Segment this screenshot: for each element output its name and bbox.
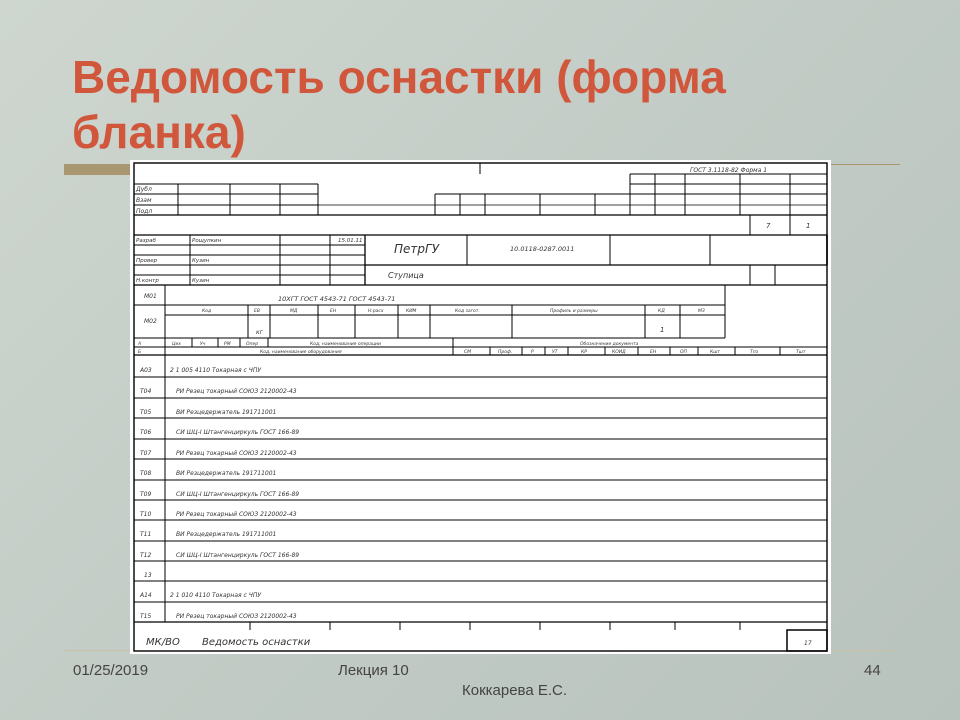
- staff-name: Кузин: [192, 278, 210, 284]
- m02-header: МД: [290, 309, 298, 314]
- staff-role: Разраб: [136, 238, 156, 244]
- row-text: СИ ШЦ-I Штангенциркуль ГОСТ 166-89: [176, 429, 300, 436]
- row-text: ВИ Резцедержатель 191711001: [176, 470, 277, 477]
- footer-author: Коккарева Е.С.: [462, 682, 568, 699]
- m02-header: Профиль и размеры: [550, 309, 598, 314]
- bottom-form-title: Ведомость оснастки: [202, 637, 311, 648]
- col-header-b: Код, наименование оборудования: [260, 350, 342, 355]
- m02-header: МЗ: [698, 309, 705, 314]
- footer-date: 01/25/2019: [73, 662, 149, 679]
- row-text: РИ Резец токарный СОЮЗ 2120002-43: [176, 511, 297, 518]
- row-number: А03: [140, 367, 152, 374]
- col-header-b: СМ: [464, 350, 472, 355]
- row-number: Т12: [140, 552, 152, 559]
- m02-header: ЕВ: [254, 309, 260, 314]
- m01-label: М01: [144, 293, 157, 300]
- row-text: ВИ Резцедержатель 191711001: [176, 531, 277, 538]
- title-accent-line: [826, 164, 900, 165]
- row-number: Т06: [140, 429, 152, 436]
- row-number: Т08: [140, 470, 152, 477]
- col-header-b: Тпз: [750, 350, 759, 355]
- col-header-b: КОИД: [612, 350, 626, 355]
- row-text: 2 1 005 4110 Токарная с ЧПУ: [170, 367, 262, 374]
- col-header-a: Код, наименование операции: [310, 342, 381, 347]
- col-header-b: УТ: [552, 350, 558, 355]
- row-number: 13: [144, 572, 152, 579]
- detail-name: Ступица: [388, 271, 424, 280]
- col-header-a: Цех: [172, 342, 181, 347]
- org-name: ПетрГУ: [394, 242, 440, 256]
- sign-row-label: Подл: [136, 208, 153, 215]
- staff-date: 15.01.11: [338, 238, 363, 244]
- col-header-a: Обозначение документа: [580, 342, 639, 347]
- col-header-a: А: [138, 342, 142, 347]
- row-number: Т10: [140, 511, 152, 518]
- sheet-count: 7: [766, 222, 771, 230]
- m02-header: Код: [202, 309, 212, 314]
- m02-header: ЕН: [330, 309, 337, 314]
- footer-page-number: 44: [864, 662, 881, 679]
- col-header-b: ЕН: [650, 350, 657, 355]
- form-drawing: [130, 160, 831, 654]
- slide-title: Ведомость оснастки (форма бланка): [72, 51, 726, 158]
- m02-header: Н.расх: [368, 309, 384, 314]
- col-header-b: Кшт: [710, 350, 720, 355]
- m01-material: 10ХГТ ГОСТ 4543-71 ГОСТ 4543-71: [278, 295, 396, 303]
- row-number: Т04: [140, 388, 152, 395]
- col-header-b: ОП: [680, 350, 687, 355]
- staff-role: Провер: [136, 258, 158, 264]
- row-text: СИ ШЦ-I Штангенциркуль ГОСТ 166-89: [176, 491, 300, 498]
- row-number: А14: [140, 592, 152, 599]
- m02-header: КИМ: [406, 309, 417, 314]
- row-text: РИ Резец токарный СОЮЗ 2120002-43: [176, 613, 297, 620]
- row-number: Т09: [140, 491, 152, 498]
- form-header-code: ГОСТ 3.1118-82 Форма 1: [690, 167, 768, 174]
- row-text: РИ Резец токарный СОЮЗ 2120002-43: [176, 450, 297, 457]
- col-header-a: Уч: [200, 342, 206, 347]
- tooling-form-image: [130, 160, 831, 654]
- row-text: ВИ Резцедержатель 191711001: [176, 409, 277, 416]
- m02-header: Код загот.: [455, 309, 480, 314]
- row-text: РИ Резец токарный СОЮЗ 2120002-43: [176, 388, 297, 395]
- row-text: 2 1 010 4110 Токарная с ЧПУ: [170, 592, 262, 599]
- m02-label: М02: [144, 318, 157, 325]
- staff-name: Кузин: [192, 258, 210, 264]
- row-number: Т05: [140, 409, 152, 416]
- row-number: Т15: [140, 613, 152, 620]
- m02-header: КД: [658, 309, 665, 314]
- col-header-b: КР: [581, 350, 587, 355]
- row-text: СИ ШЦ-I Штангенциркуль ГОСТ 166-89: [176, 552, 300, 559]
- m02-value: 1: [660, 326, 665, 334]
- staff-role: Н.контр: [136, 278, 159, 284]
- col-header-b: Проф.: [498, 350, 513, 355]
- row-number: Т11: [140, 531, 152, 538]
- sheet-number: 1: [806, 222, 811, 230]
- sign-row-label: Дубл: [136, 186, 152, 193]
- bottom-page-number: 17: [804, 640, 812, 647]
- m02-unit: кг: [256, 329, 263, 336]
- row-number: Т07: [140, 450, 152, 457]
- title-accent-bar: [64, 164, 134, 175]
- col-header-a: РМ: [224, 342, 231, 347]
- col-header-b: Б: [138, 350, 142, 355]
- sign-row-label: Взам: [136, 197, 152, 204]
- col-header-a: Опер: [246, 342, 259, 347]
- col-header-b: Тшт: [796, 350, 806, 355]
- bottom-form-code: МК/ВО: [146, 637, 180, 648]
- doc-code: 10.0118-0287.0011: [510, 245, 575, 253]
- footer-lecture: Лекция 10: [338, 662, 409, 679]
- col-header-b: Р: [531, 350, 534, 355]
- staff-name: Рощупкин: [192, 238, 222, 244]
